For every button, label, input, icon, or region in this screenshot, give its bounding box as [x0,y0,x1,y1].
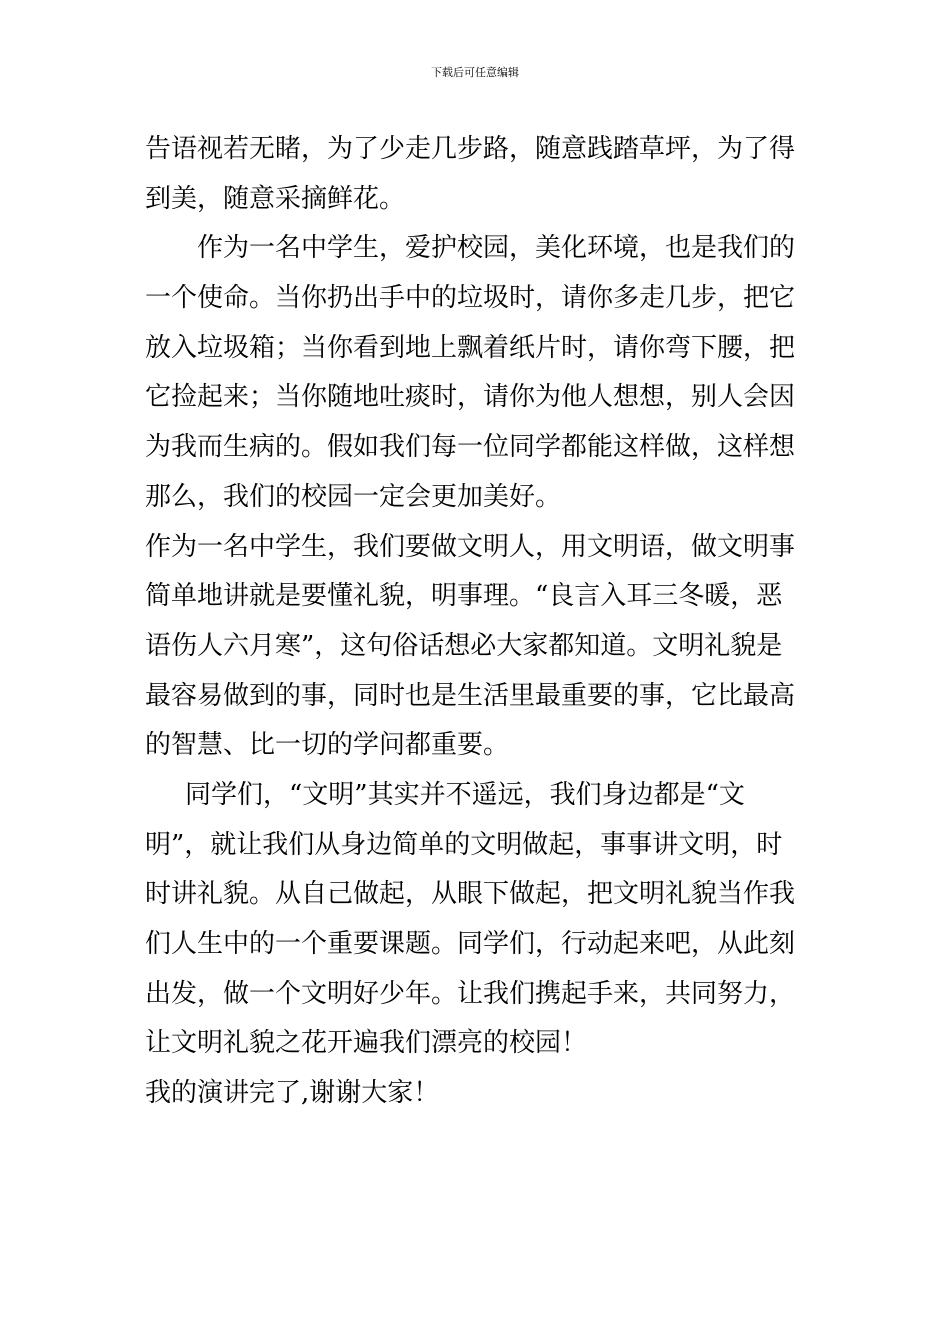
text-line: 作为一名中学生，我们要做文明人，用文明语，做文明事 [145,531,796,562]
text-line: 让文明礼貌之花开遍我们漂亮的校园！ [145,1028,588,1059]
text-line: 那么，我们的校园一定会更加美好。 [145,481,562,512]
document-body [145,125,815,1119]
text-line: 放入垃圾箱；当你看到地上飘着纸片时，请你弯下腰，把 [145,332,796,363]
text-line: 一个使命。当你扔出手中的垃圾时，请你多走几步，把它 [145,283,796,314]
text-line: 它捡起来；当你随地吐痰时，请你为他人想想，别人会因 [145,382,796,413]
text-line: 的智慧、比一切的学问都重要。 [145,730,510,761]
text-line: 们人生中的一个重要课题。同学们，行动起来吧，从此刻 [145,929,796,959]
text-line: 到美，随意采摘鲜花。 [145,183,406,214]
page-header: 下载后可任意编辑 [431,66,519,79]
text-line: 简单地讲就是要懂礼貌，明事理。“良言入耳三冬暖，恶 [145,581,783,612]
text-line: 时讲礼貌。从自己做起，从眼下做起，把文明礼貌当作我 [145,879,796,910]
text-line: 语伤人六月寒”，这句俗话想必大家都知道。文明礼貌是 [145,630,783,661]
text-line: 出发，做一个文明好少年。让我们携起手来，共同努力， [145,978,796,1009]
text-line: 作为一名中学生，爱护校园，美化环境，也是我们的 [197,233,796,264]
text-line: 明”，就让我们从身边简单的文明做起，事事讲文明，时 [145,829,783,860]
text-line: 为我而生病的。假如我们每一位同学都能这样做，这样想 [145,432,796,463]
text-line: 我的演讲完了,谢谢大家！ [145,1078,440,1109]
text-line: 最容易做到的事，同时也是生活里最重要的事，它比最高 [145,680,796,711]
text-line: 同学们，“文明”其实并不遥远，我们身边都是“文 [185,779,745,810]
text-line: 告语视若无睹，为了少走几步路，随意践踏草坪，为了得 [145,134,796,164]
